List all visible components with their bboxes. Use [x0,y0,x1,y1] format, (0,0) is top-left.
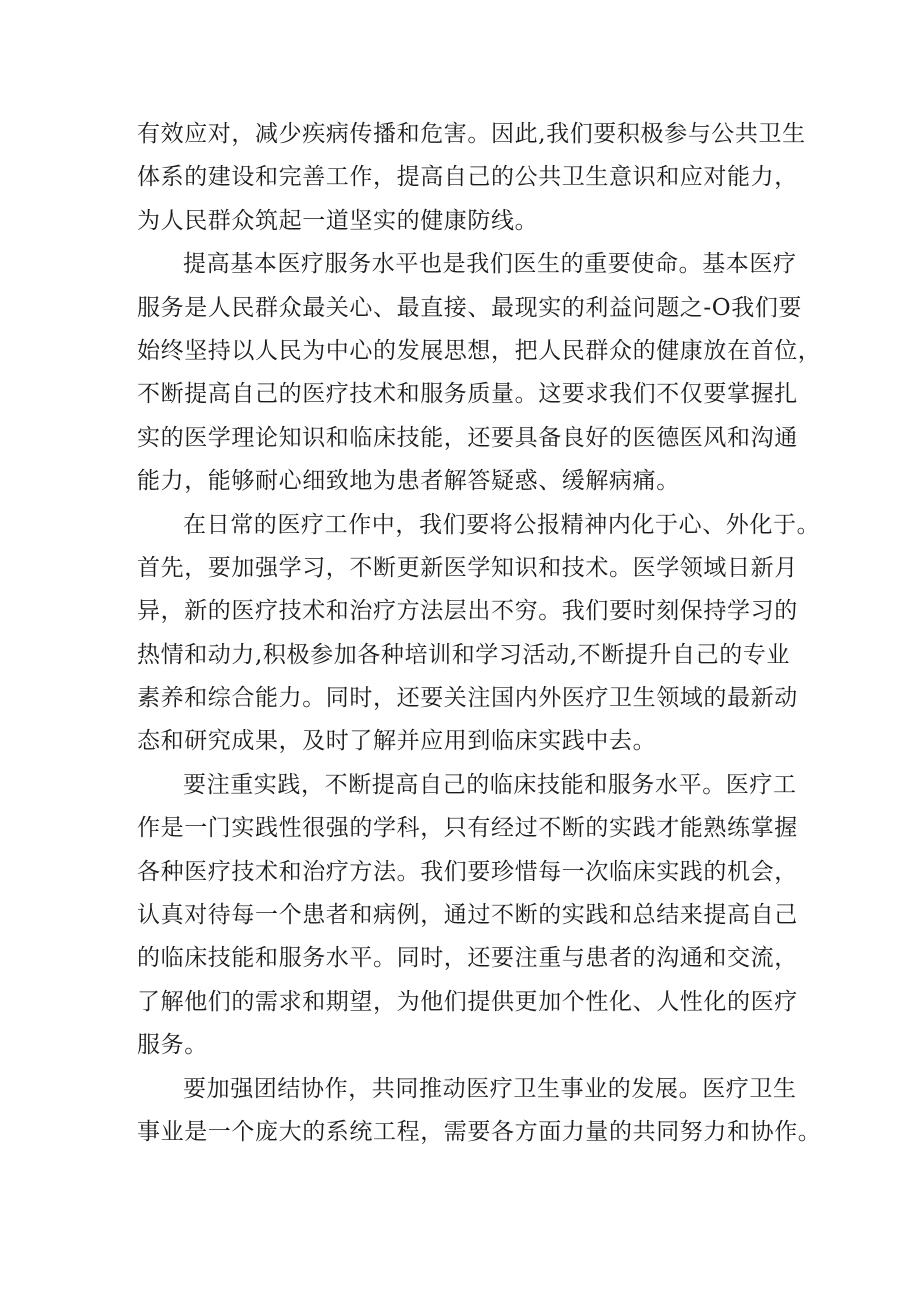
text-line: 有效应对，减少疾病传播和危害。因此,我们要积极参与公共卫生 [137,121,806,147]
text-line: 首先，要加强学习，不断更新医学知识和技术。医学领域日新月 [137,554,798,581]
text-line: 不断提高自己的医疗技术和服务质量。这要求我们不仅要掌握扎 [137,381,798,408]
text-line: 各种医疗技术和治疗方法。我们要珍惜每一次临床实践的机会， [137,858,798,885]
text-line: 实的医学理论知识和临床技能，还要具备良好的医德医风和沟通 [137,424,798,451]
text-line: 能力，能够耐心细致地为患者解答疑惑、缓解病痛。 [137,468,680,495]
document-body [137,113,822,1154]
text-line: 体系的建设和完善工作，提高自己的公共卫生意识和应对能力， [137,164,798,191]
text-line: 了解他们的需求和期望，为他们提供更加个性化、人性化的医疗 [137,988,798,1015]
paragraph-first-line: 要加强团结协作，共同推动医疗卫生事业的发展。医疗卫生 [183,1075,797,1102]
text-line: 作是一门实践性很强的学科，只有经过不断的实践才能熟练掌握 [137,815,798,842]
text-line: 异，新的医疗技术和治疗方法层出不穷。我们要时刻保持学习的 [137,598,798,625]
text-line: 认真对待每一个患者和病例，通过不断的实践和总结来提高自己 [137,902,798,929]
text-line: 热情和动力,积极参加各种培训和学习活动,不断提升自己的专业 [137,641,791,668]
paragraph-first-line: 提高基本医疗服务水平也是我们医生的重要使命。基本医疗 [183,251,797,278]
text-line: 事业是一个庞大的系统工程，需要各方面力量的共同努力和协作。 [137,1118,822,1145]
text-line: 始终坚持以人民为中心的发展思想，把人民群众的健康放在首位， [137,337,822,364]
text-line: 态和研究成果，及时了解并应用到临床实践中去。 [137,728,657,755]
paragraph-first-line: 要注重实践，不断提高自己的临床技能和服务水平。医疗工 [183,771,797,798]
text-line: 的临床技能和服务水平。同时，还要注重与患者的沟通和交流， [137,945,798,972]
text-line: 服务是人民群众最关心、最直接、最现实的利益问题之-O我们要 [137,294,803,321]
paragraph-first-line: 在日常的医疗工作中，我们要将公报精神内化于心、外化于。 [183,511,821,538]
text-line: 为人民群众筑起一道坚实的健康防线。 [137,207,539,234]
text-line: 服务。 [137,1032,208,1059]
text-line: 素养和综合能力。同时，还要关注国内外医疗卫生领域的最新动 [137,685,798,712]
